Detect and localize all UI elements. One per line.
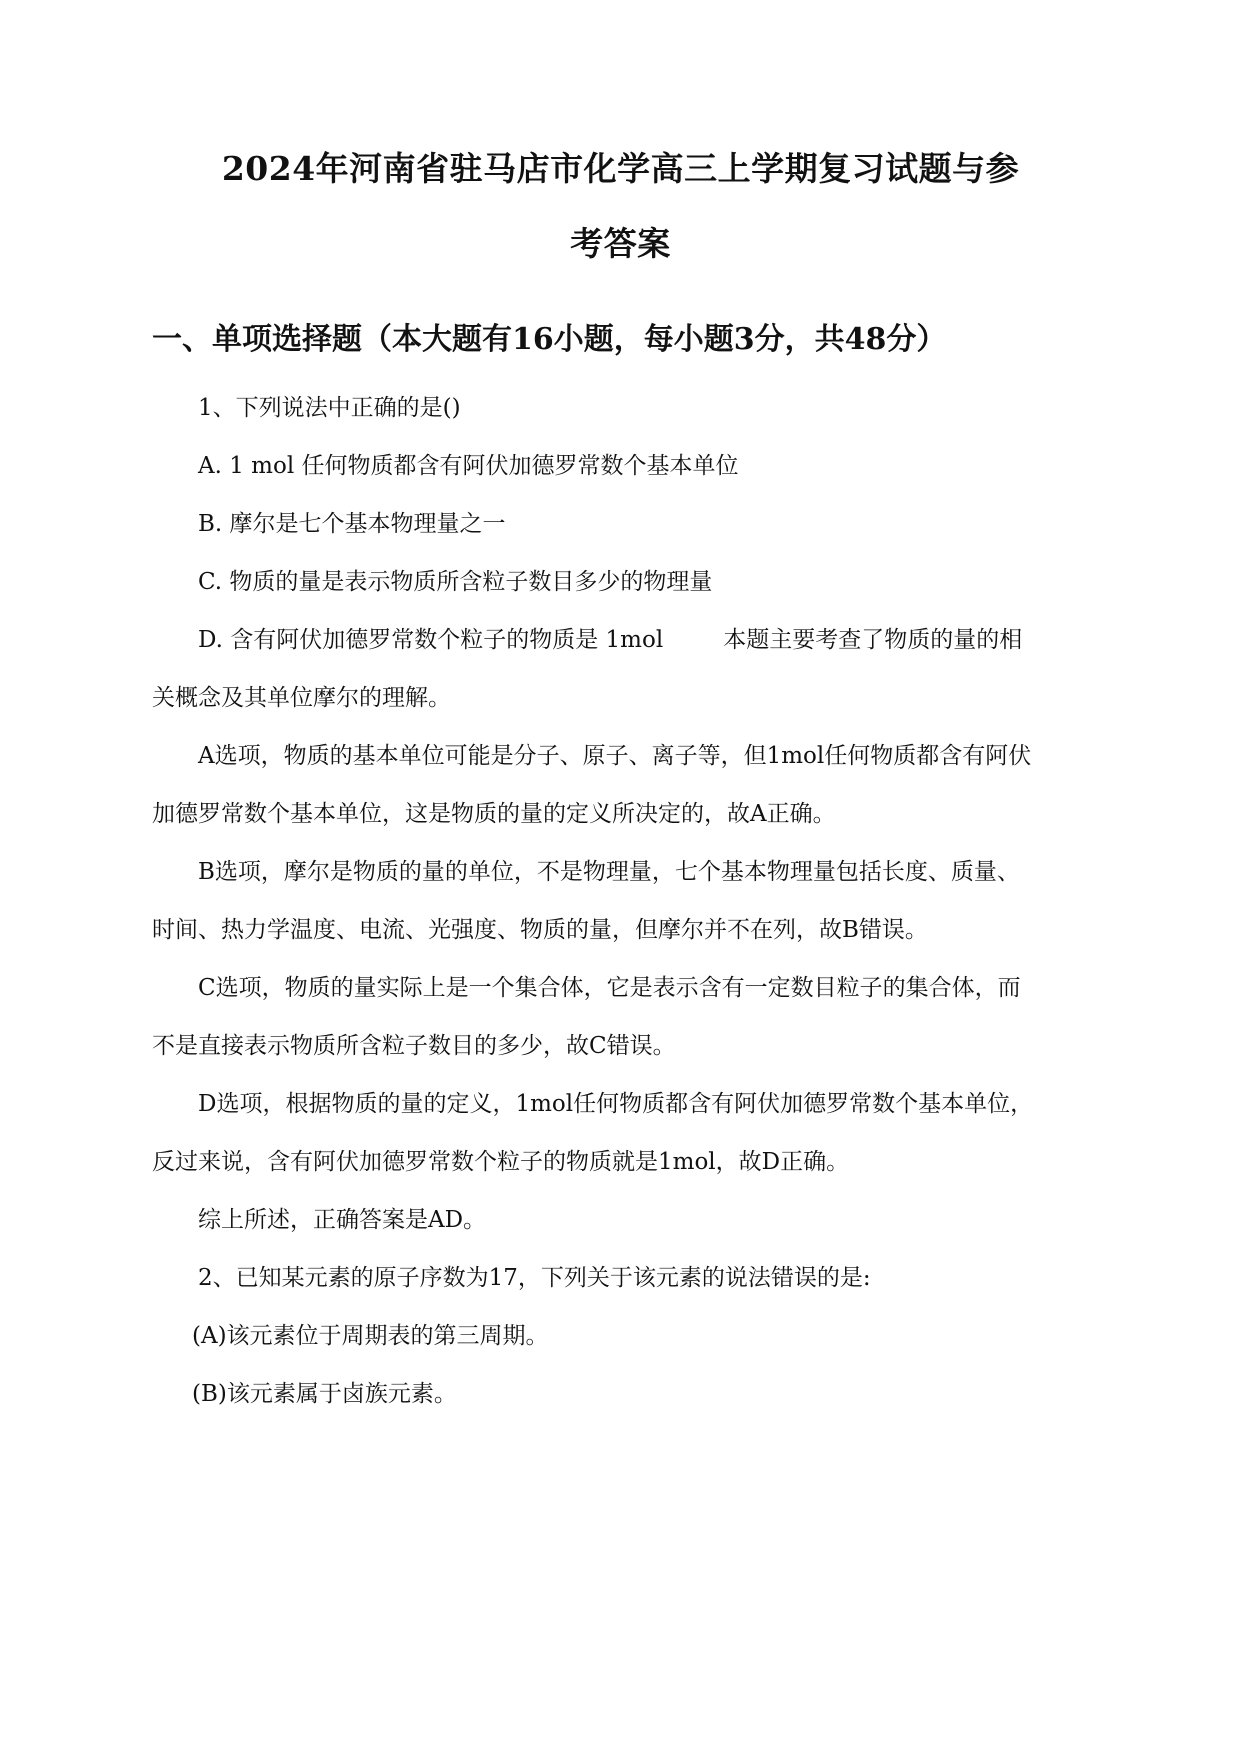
analysis-b-line-1: B选项，摩尔是物质的量的单位，不是物理量，七个基本物理量包括长度、质量、: [198, 859, 1020, 885]
analysis-b-line-2: 时间、热力学温度、电流、光强度、物质的量，但摩尔并不在列，故B错误。: [152, 917, 928, 943]
analysis-intro: 本题主要考查了物质的量的相: [723, 627, 1023, 653]
analysis-intro-continued: 关概念及其单位摩尔的理解。: [152, 685, 451, 711]
question-1-option-a: A. 1 mol 任何物质都含有阿伏加德罗常数个基本单位: [198, 453, 739, 479]
question-2-stem: 2、已知某元素的原子序数为17，下列关于该元素的说法错误的是:: [198, 1265, 871, 1291]
question-1-option-b: B. 摩尔是七个基本物理量之一: [198, 511, 506, 537]
analysis-c-line-2: 不是直接表示物质所含粒子数目的多少，故C错误。: [152, 1033, 676, 1059]
analysis-a-line-1: A选项，物质的基本单位可能是分子、原子、离子等，但1mol任何物质都含有阿伏: [198, 743, 1032, 769]
document-title-line-1: 2024年河南省驻马店市化学高三上学期复习试题与参: [221, 149, 1020, 188]
analysis-d-line-1: D选项，根据物质的量的定义，1mol任何物质都含有阿伏加德罗常数个基本单位，: [198, 1091, 1034, 1117]
question-1-stem: 1、下列说法中正确的是(): [198, 395, 461, 421]
document-title-line-2: 考答案: [570, 224, 671, 263]
question-1-conclusion: 综上所述，正确答案是AD。: [198, 1207, 487, 1233]
question-1-option-c: C. 物质的量是表示物质所含粒子数目多少的物理量: [198, 569, 713, 595]
question-1-option-d: D. 含有阿伏加德罗常数个粒子的物质是 1mol: [198, 627, 664, 653]
question-2-option-a: (A)该元素位于周期表的第三周期。: [192, 1323, 549, 1349]
question-1-option-d-row: [198, 625, 1022, 655]
analysis-d-line-2: 反过来说，含有阿伏加德罗常数个粒子的物质就是1mol，故D正确。: [152, 1149, 850, 1175]
analysis-a-line-2: 加德罗常数个基本单位，这是物质的量的定义所决定的，故A正确。: [152, 801, 836, 827]
question-2-option-b: (B)该元素属于卤族元素。: [192, 1381, 457, 1407]
section-heading: 一、单项选择题（本大题有16小题，每小题3分，共48分）: [152, 322, 947, 357]
analysis-c-line-1: C选项，物质的量实际上是一个集合体，它是表示含有一定数目粒子的集合体，而: [198, 975, 1021, 1001]
